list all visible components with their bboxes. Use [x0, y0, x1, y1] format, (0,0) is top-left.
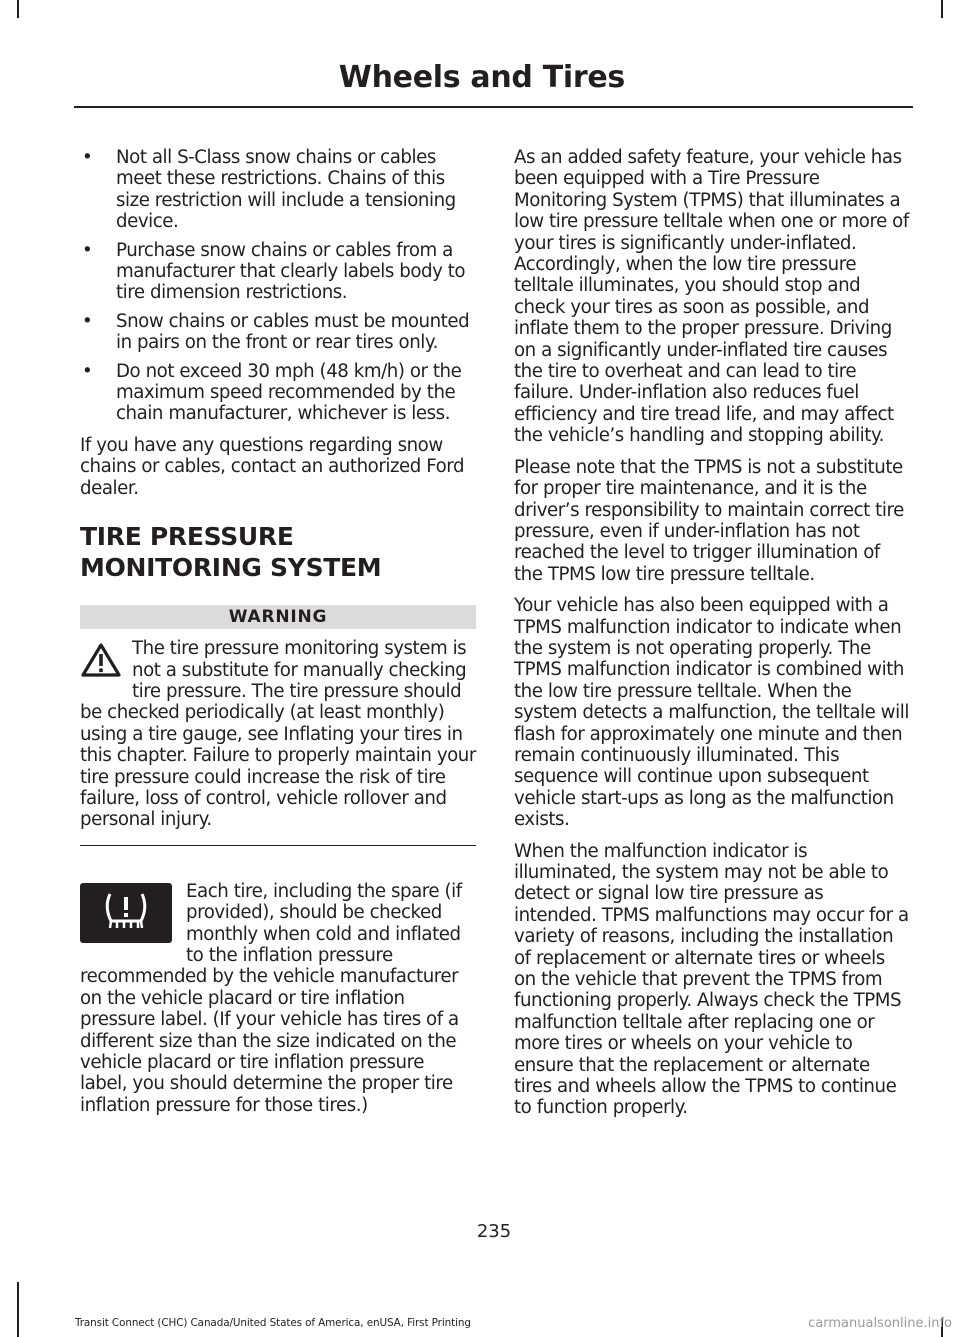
list-item [80, 240, 476, 304]
crop-mark-top-left [17, 0, 19, 18]
list-item [80, 147, 476, 233]
bullet-mark: • [82, 310, 93, 332]
watermark: carmanualsonline.info [808, 1316, 952, 1331]
list-item [80, 311, 476, 354]
list-item-text: Snow chains or cables must be mounted in pairs on the front or rear tires only. [116, 310, 470, 354]
snow-chain-bullet-list [80, 147, 476, 425]
bullet-mark: • [82, 239, 93, 261]
list-item [80, 361, 476, 425]
list-item-text: Do not exceed 30 mph (48 km/h) or the maximum speed recommended by the chain manufacturer, whichever is less. [116, 360, 462, 425]
page-number: 235 [476, 1221, 512, 1242]
tpms-check-text: Each tire, including the spare (if provided), should be checked monthly when cold and inflated to the inflation pressure recommended by the vehicle manufacturer on the vehicle placard or tire inflation pressure label. (If your vehicle has tires of a different size than the size indicated on the vehicle placard or tire inflation pressure label, you should determine the proper tire inflation pressure for those tires.) [80, 880, 462, 1116]
left-column [80, 147, 476, 1116]
snow-chain-contact-paragraph: If you have any questions regarding snow chains or cables, contact an authorized Ford dealer. [80, 434, 465, 499]
crop-mark-bottom-left [17, 1282, 19, 1337]
tpms-paragraph: Your vehicle has also been equipped with a TPMS malfunction indicator to indicate when the system is not operating properly. The TPMS malfunction indicator is combined with the low tire pressure telltale. When the system detects a malfunction, the telltale will flash for approximately one minute and then remain continuously illuminated. This sequence will continue upon subsequent vehicle start-ups as long as the malfunction exists. [514, 595, 909, 831]
tpms-paragraph: Please note that the TPMS is not a substitute for proper tire maintenance, and it is the driver’s responsibility to maintain correct tire pressure, even if under-inflation has not reached the level to trigger illumination of the TPMS low tire pressure telltale. [514, 456, 904, 585]
crop-mark-top-right [941, 0, 943, 18]
bullet-mark: • [82, 360, 93, 382]
header-divider [74, 106, 913, 108]
warning-triangle-icon [80, 642, 122, 683]
warning-text: The tire pressure monitoring system is not a substitute for manually checking tire pressure. The tire pressure should be checked periodically (at least monthly) using a tire gauge, see Inflating your tires in this chapter. Failure to properly maintain your tire pressure could increase the risk of tire failure, loss of control, vehicle rollover and personal injury. [80, 638, 476, 831]
bullet-mark: • [82, 147, 93, 168]
list-item-text: Purchase snow chains or cables from a manufacturer that clearly labels body to tire dimension restrictions. [116, 239, 466, 304]
warning-label: WARNING [80, 605, 476, 629]
section-title: TIRE PRESSURE MONITORING SYSTEM [80, 522, 382, 583]
tpms-check-paragraph [80, 881, 476, 1116]
tire-pressure-telltale-icon [80, 883, 172, 943]
list-item-text: Not all S-Class snow chains or cables meet these restrictions. Chains of this size restriction will include a tensioning device. [116, 147, 456, 233]
tpms-paragraph: As an added safety feature, your vehicle has been equipped with a Tire Pressure Monitoring System (TPMS) that illuminates a low tire pressure telltale when one or more of your tires is significantly under-inflated. Accordingly, when the low tire pressure telltale illuminates, you should stop and check your tires as soon as possible, and inflate them to the proper pressure. Driving on a significantly under-inflated tire causes the tire to overheat and can lead to tire failure. Under-inflation also reduces fuel efficiency and tire tread life, and may affect the vehicle’s handling and stopping ability. [514, 147, 909, 447]
page-header-title: Wheels and Tires [338, 60, 625, 95]
warning-box [80, 638, 476, 846]
footer-text: Transit Connect (CHC) Canada/United States of America, enUSA, First Printing [75, 1317, 471, 1329]
right-column [514, 147, 910, 1129]
tpms-paragraph: When the malfunction indicator is illuminated, the system may not be able to detect or signal low tire pressure as intended. TPMS malfunctions may occur for a variety of reasons, including the installation of replacement or alternate tires or wheels on the vehicle that prevent the TPMS from functioning properly. Always check the TPMS malfunction telltale after replacing one or more tires or wheels on your vehicle to ensure that the replacement or alternate tires and wheels allow the TPMS to continue to function properly. [514, 840, 909, 1119]
